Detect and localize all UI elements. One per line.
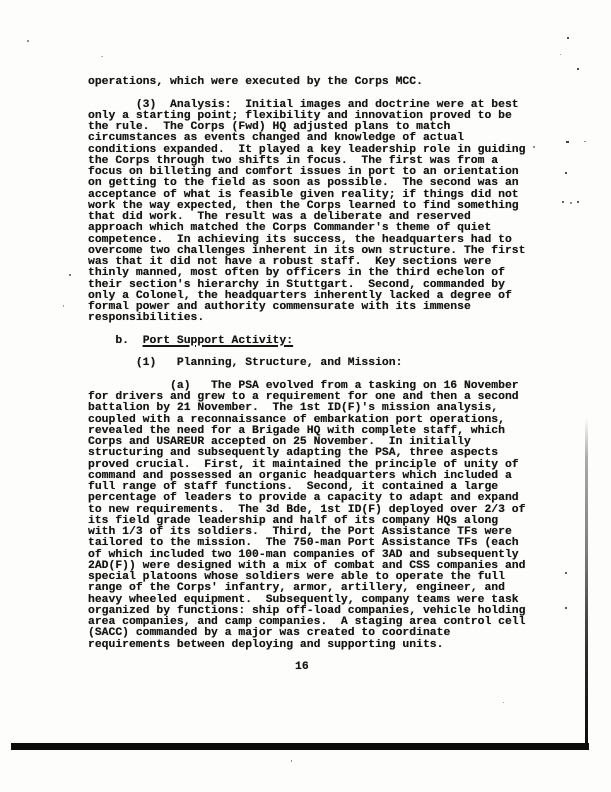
scan-speck [565,172,567,174]
paragraph-psa-line: revealed the need for a Brigade HQ with complete staff, which [88,424,505,437]
scan-speck [577,68,579,70]
paragraph-analysis-line: work the way expected, then the Corps learned to find something [88,199,519,212]
paragraph-analysis-line: approach which matched the Corps Commander's theme of quiet [88,222,492,235]
page-number: 16 [295,661,309,673]
scan-speck [577,201,579,203]
paragraph-analysis-line: that did work. The result was a deliberate and reserved [88,211,471,223]
body-line: operations, which were executed by the Corps MCC. [88,76,423,88]
paragraph-psa-line: heavy wheeled equipment. Subsequently, company teams were task [88,593,519,606]
paragraph-psa-line: special platoons whose soldiers were able to operate the full [88,571,505,583]
paragraph-psa-line: tailored to the mission. The 750-man Port Assistance TFs (each [88,537,519,550]
blank-line [88,88,525,99]
scan-speck [565,572,567,574]
paragraph-psa-line: 2AD(F)) were designed with a mix of combat and CSS companies and [88,559,526,572]
scan-speck [101,56,103,57]
subheading-planning: (1) Planning, Structure, and Mission: [88,357,403,370]
paragraph-analysis-line: only a Colonel, the headquarters inherently lacked a degree of [88,289,512,302]
paragraph-analysis-line: focus on billeting and comfort issues in port to an orientation [88,166,519,178]
scan-speck [63,305,64,307]
paragraph-psa-line: structuring and subsequently adapting the PSA, three aspects [88,447,499,460]
paragraph-analysis-line: formal power and authority commensurate with its immense [88,301,471,313]
paragraph-analysis-line: acceptance of what is feasible given reality; if things did not [88,188,519,201]
paragraph-analysis-line: their section's hierarchy in Stuttgart. Second, commanded by [88,278,505,291]
paragraph-psa-line: (SACC) commanded by a major was created to coordinate [88,627,451,640]
scan-speck [570,202,572,204]
scan-speck [584,141,586,142]
scan-speck [291,760,292,762]
document-text [88,77,525,673]
paragraph-analysis-line: (3) Analysis: Initial images and doctrine were at best [88,98,519,111]
paragraph-psa-line: command and possessed an organic headquarters which included a [88,469,512,482]
paragraph-analysis-line: thinly manned, most often by officers in the third echelon of [88,267,505,280]
section-heading-b-prefix: b. [88,334,143,347]
paragraph-analysis-line: overcome two challenges inherent in its own structure. The first [88,244,526,257]
paragraph-analysis-line: conditions expanded. It played a key leadership role in guiding [88,143,526,156]
paragraph-analysis-line: was that it did not have a robust staff. Key sections were [88,256,492,268]
paragraph-psa-line: proved crucial. First, it maintained the principle of unity of [88,458,519,471]
paragraph-psa-line: to new requirements. The 3d Bde, 1st ID(F) deployed over 2/3 of [88,503,526,516]
paragraph-psa-line: of which included two 100-man companies of 3AD and subsequently [88,548,519,561]
scan-speck [27,40,29,42]
paragraph-psa-line: area companies, and camp companies. A staging area control cell [88,616,526,628]
paragraph-psa-line: full range of staff functions. Second, it contained a large [88,481,499,493]
scan-speck [69,274,71,276]
paragraph-psa-line: requirements between deploying and supporting units. [88,638,444,651]
scan-speck [503,702,504,703]
section-heading-b [88,336,525,347]
paragraph-analysis-line: only a starting point; flexibility and innovation proved to be [88,109,512,122]
paragraph-analysis-line: competence. In achieving its success, the headquarters had to [88,233,512,246]
scan-speck [562,201,564,203]
paragraph-analysis-line: the rule. The Corps (Fwd) HQ adjusted plans to match [88,121,451,133]
section-heading-b-title: Port Support Activity: [142,334,294,347]
paragraph-psa-line: its field grade leadership and half of its company HQs along [88,514,499,527]
scan-speck [565,607,567,609]
scan-speck [533,146,535,148]
paragraph-psa-line: organized by functions: ship off-load companies, vehicle holding [88,604,526,617]
paragraph-psa-line: for drivers and grew to a requirement for one and then a second [88,391,519,403]
scan-edge-line-vertical [585,418,588,750]
paragraph-psa-line: percentage of leaders to provide a capacity to adapt and expand [88,492,519,505]
scan-speck [560,54,561,55]
paragraph-psa-line: range of the Corps' infantry, armor, artillery, engineer, and [88,582,505,595]
paragraph-psa-line: (a) The PSA evolved from a tasking on 16 November [88,379,519,392]
paragraph-analysis-line: on getting to the field as soon as possible. The second was an [88,177,519,190]
paragraph-analysis-line: circumstances as events changed and knowledge of actual [88,132,464,145]
scan-speck [567,37,569,39]
paragraph-psa-line: Corps and USAREUR accepted on 25 November. In initially [88,436,471,448]
scan-speck [566,141,569,143]
paragraph-psa-line: battalion by 21 November. The 1st ID(F)'s mission analysis, [88,402,499,415]
paragraph-analysis-line: responsibilities. [88,312,205,325]
paragraph-analysis-line: the Corps through two shifts in focus. The first was from a [88,154,499,167]
paragraph-psa-line: with 1/3 of its soldiers. Third, the Port Assistance TFs were [88,526,512,538]
scan-edge-bar-bottom [11,743,589,750]
paragraph-psa-line: coupled with a reconnaissance of embarkation port operations, [88,413,505,426]
